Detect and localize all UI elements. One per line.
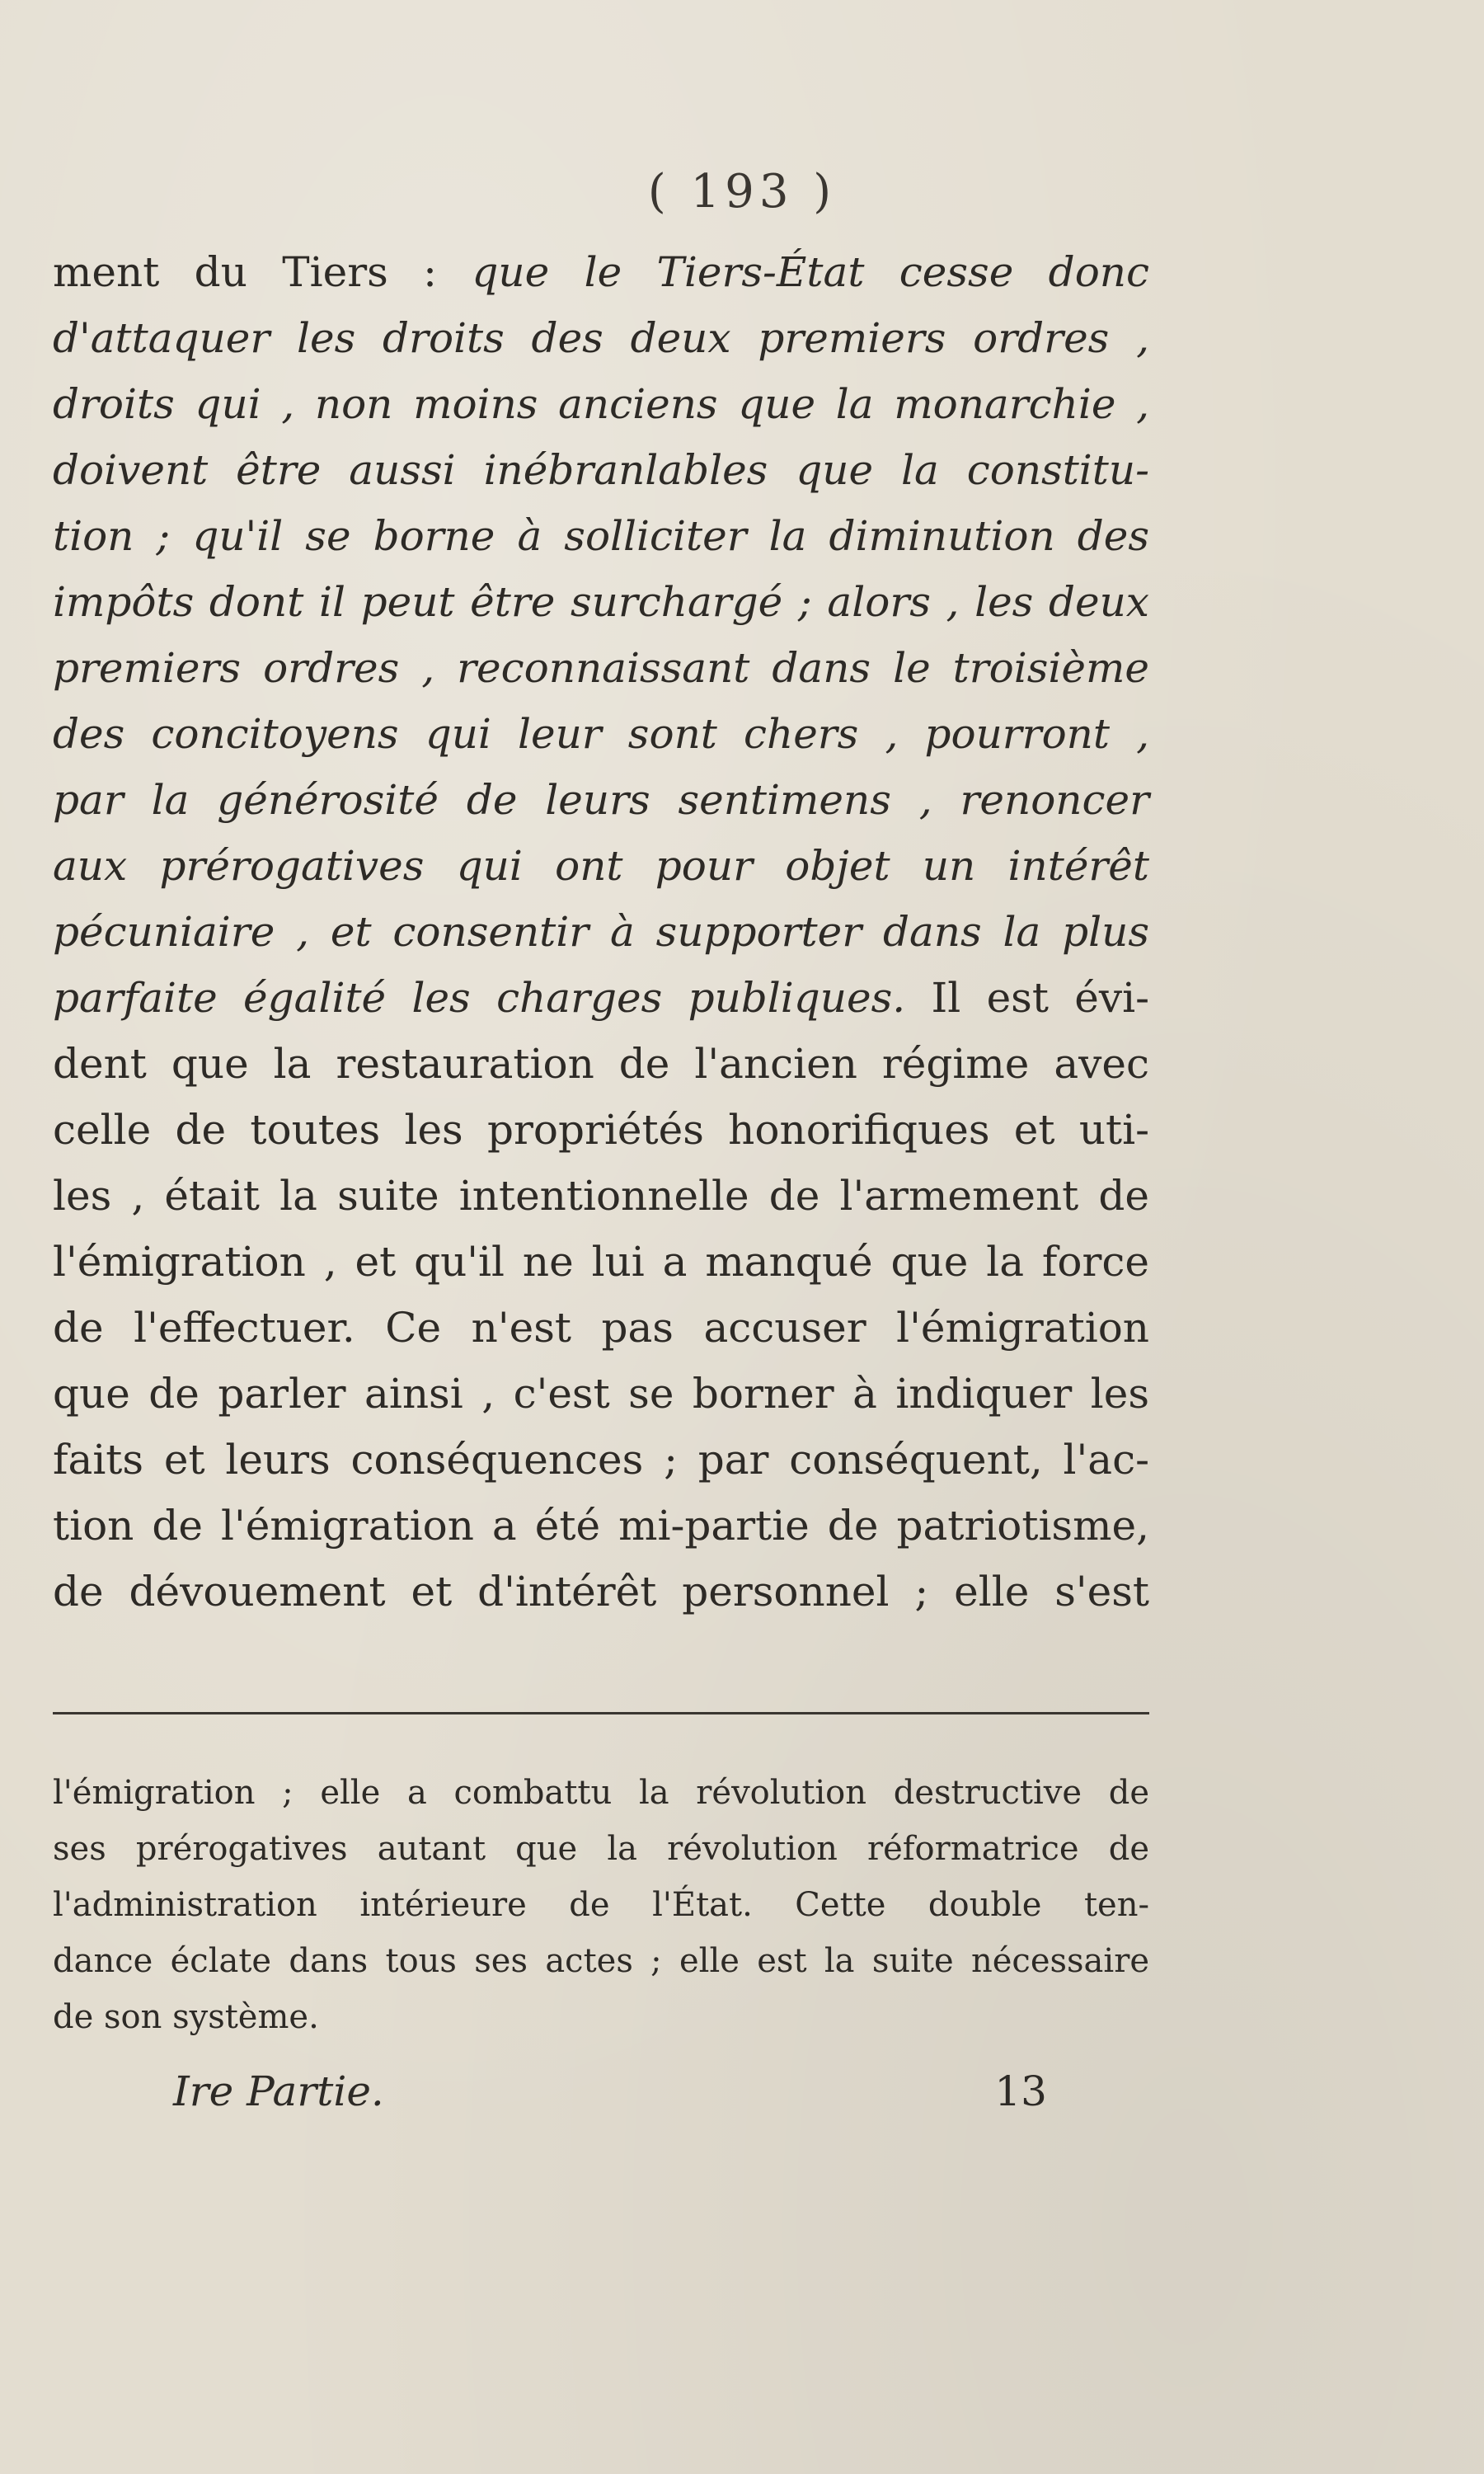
text-line <box>53 767 1149 833</box>
text-line <box>53 833 1149 899</box>
italic-segment: parfaite égalité les charges publiques. <box>53 974 932 1022</box>
footnote-divider <box>53 1712 1149 1714</box>
roman-segment: ment du Tiers : <box>53 248 472 296</box>
italic-segment: droits qui , non moins anciens que la monarchie , <box>53 380 1149 428</box>
footnote-block <box>53 1765 1149 2045</box>
text-line <box>53 701 1149 767</box>
text-line <box>53 1361 1149 1427</box>
roman-segment: Il est évi- <box>931 974 1150 1022</box>
text-line <box>53 1427 1149 1493</box>
roman-segment: tion de l'émigration a été mi-partie de patriotisme, <box>53 1502 1149 1550</box>
footnote-line: l'administration intérieure de l'État. Cette double ten- <box>53 1886 1149 1924</box>
text-line <box>53 965 1149 1031</box>
roman-segment: que de parler ainsi , c'est se borner à indiquer les <box>53 1370 1149 1418</box>
italic-segment: doivent être aussi inébranlables que la constitu- <box>53 446 1149 494</box>
italic-segment: impôts dont il peut être surchargé ; alors , les deux <box>53 578 1149 626</box>
roman-segment: celle de toutes les propriétés honorifiques et uti- <box>53 1106 1149 1154</box>
italic-segment: tion ; qu'il se borne à solliciter la diminution des <box>53 512 1149 560</box>
text-line <box>53 1097 1149 1163</box>
footnote-line: dance éclate dans tous ses actes ; elle est la suite nécessaire <box>53 1942 1149 1980</box>
signature-mark: Ire Partie. <box>173 2067 384 2115</box>
text-line <box>53 899 1149 965</box>
text-line <box>53 503 1149 569</box>
text-line <box>53 1295 1149 1361</box>
text-line <box>53 569 1149 635</box>
text-line <box>53 1493 1149 1559</box>
text-line <box>53 371 1149 437</box>
text-line <box>53 1163 1149 1229</box>
italic-segment: que le Tiers-État cesse donc <box>472 248 1150 296</box>
italic-segment: premiers ordres , reconnaissant dans le troisième <box>53 644 1149 692</box>
italic-segment: par la générosité de leurs sentimens , renoncer <box>53 776 1149 824</box>
text-line <box>53 635 1149 701</box>
roman-segment: de l'effectuer. Ce n'est pas accuser l'émigration <box>53 1304 1149 1352</box>
roman-segment: les , était la suite intentionnelle de l'armement de <box>53 1172 1149 1220</box>
page-number: ( 193 ) <box>647 165 837 219</box>
italic-segment: des concitoyens qui leur sont chers , pourront , <box>53 710 1149 758</box>
roman-segment: dent que la restauration de l'ancien régime avec <box>53 1040 1149 1088</box>
italic-segment: pécuniaire , et consentir à supporter dans la plus <box>53 908 1149 956</box>
roman-segment: de dévouement et d'intérêt personnel ; elle s'est <box>53 1568 1149 1616</box>
roman-segment: l'émigration , et qu'il ne lui a manqué que la force <box>53 1238 1149 1286</box>
text-line <box>53 239 1149 305</box>
text-line <box>53 1559 1149 1625</box>
signature-line <box>173 2058 1047 2124</box>
footnote-line: l'émigration ; elle a combattu la révolution destructive de <box>53 1774 1149 1812</box>
text-line <box>53 1031 1149 1097</box>
footnote-line: de son système. <box>53 1998 319 2036</box>
footnote-line: ses prérogatives autant que la révolution réformatrice de <box>53 1830 1149 1868</box>
text-line <box>53 437 1149 503</box>
text-line <box>53 1229 1149 1295</box>
italic-segment: d'attaquer les droits des deux premiers ordres , <box>53 314 1149 362</box>
signature-number: 13 <box>994 2067 1047 2115</box>
italic-segment: aux prérogatives qui ont pour objet un intérêt <box>53 842 1149 890</box>
roman-segment: faits et leurs conséquences ; par conséquent, l'ac- <box>53 1436 1149 1484</box>
text-line <box>53 305 1149 371</box>
main-text-block <box>53 239 1149 1625</box>
